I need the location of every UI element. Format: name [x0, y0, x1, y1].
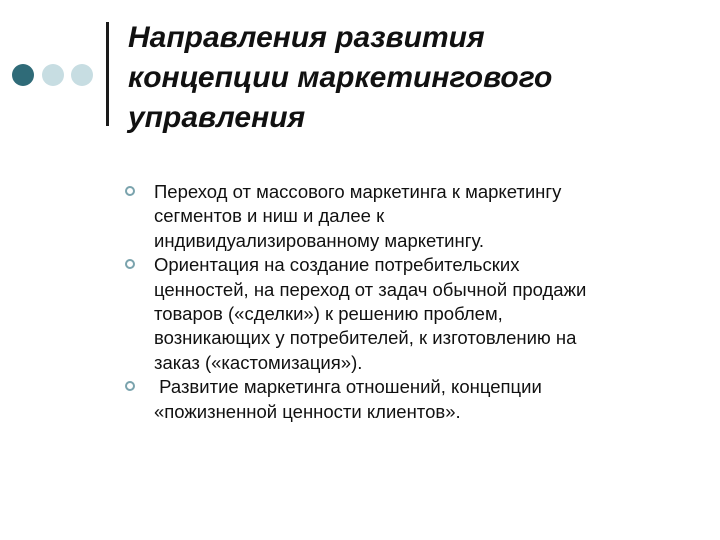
bullet-text	[154, 253, 685, 375]
bullet-text	[154, 375, 685, 424]
bullet-line: «пожизненной ценности клиентов».	[154, 400, 461, 422]
decorative-dots	[0, 64, 100, 86]
bullet-line: товаров («сделки») к решению проблем,	[154, 303, 503, 325]
dot-light-icon	[42, 64, 64, 86]
bullet-line: Переход от массового маркетинга к маркетингу	[154, 181, 562, 202]
dot-dark-icon	[12, 64, 34, 86]
ring-bullet-icon	[125, 381, 135, 391]
ring-bullet-icon	[125, 186, 135, 196]
vertical-divider	[106, 22, 109, 126]
bullet-item	[125, 375, 685, 424]
ring-bullet-icon	[125, 259, 135, 269]
bullet-list	[125, 180, 685, 424]
bullet-line: заказ («кастомизация»).	[154, 351, 363, 373]
slide-title	[128, 18, 688, 138]
bullet-line: сегментов и ниш и далее к	[154, 205, 385, 227]
bullet-line: индивидуализированному маркетингу.	[154, 229, 485, 251]
dot-light-icon	[71, 64, 93, 86]
bullet-line: Развитие маркетинга отношений, концепции	[154, 376, 542, 398]
bullet-item	[125, 253, 685, 375]
bullet-line: ценностей, на переход от задач обычной продажи	[154, 278, 587, 300]
title-line: концепции маркетингового	[128, 61, 553, 94]
title-line: управления	[128, 101, 306, 134]
bullet-line: Ориентация на создание потребительских	[154, 254, 520, 276]
bullet-line: возникающих у потребителей, к изготовлению на	[154, 327, 577, 349]
bullet-item	[125, 180, 685, 253]
bullet-text	[154, 180, 685, 253]
title-line: Направления развития	[128, 21, 485, 54]
